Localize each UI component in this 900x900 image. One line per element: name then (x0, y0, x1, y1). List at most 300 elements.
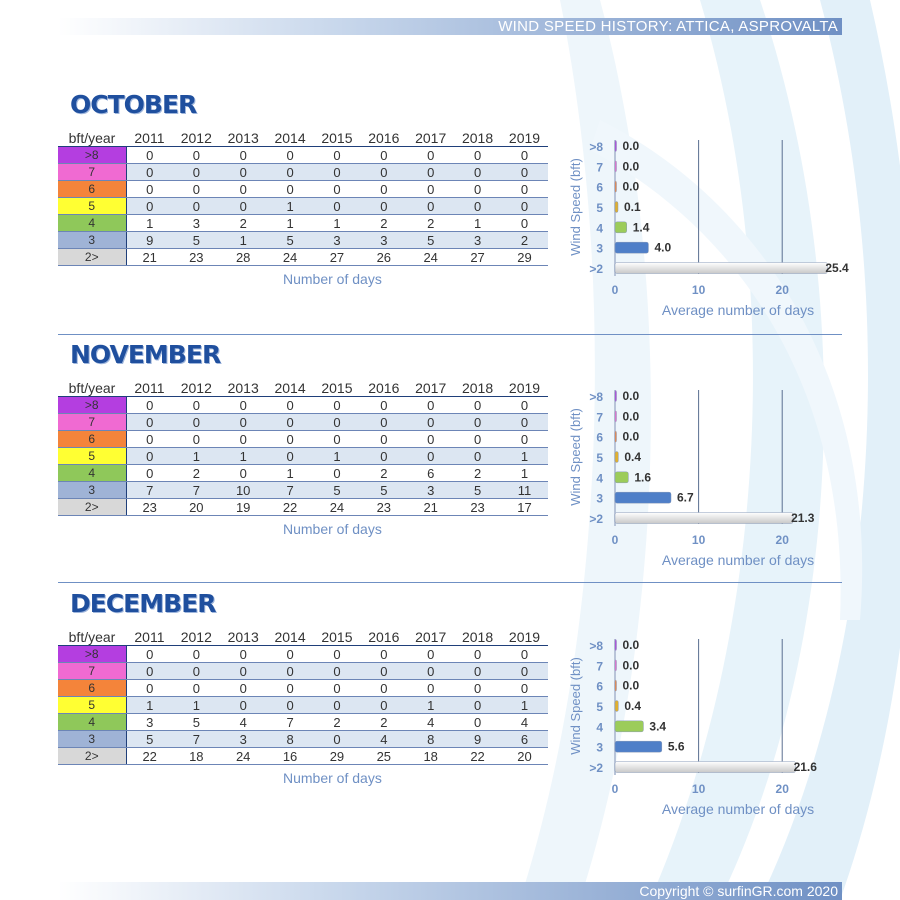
bft-level-label: >8 (58, 397, 126, 414)
table-cell: 0 (360, 147, 407, 164)
table-cell: 4 (407, 714, 454, 731)
table-cell: 0 (454, 646, 501, 663)
bar (615, 472, 628, 483)
table-cell: 1 (173, 448, 220, 465)
table-cell: 0 (454, 663, 501, 680)
table-cell: 3 (454, 232, 501, 249)
table-cell: 0 (454, 414, 501, 431)
bar (615, 513, 793, 524)
table-cell: 0 (220, 397, 267, 414)
table-cell: 0 (314, 646, 361, 663)
month-title: OCTOBER (70, 90, 197, 119)
table-cell: 0 (126, 414, 173, 431)
table-cell: 0 (360, 448, 407, 465)
bft-level-label: 5 (58, 198, 126, 215)
bft-level-label: 3 (58, 731, 126, 748)
table-cell: 0 (407, 646, 454, 663)
table-cell: 0 (454, 680, 501, 697)
bft-level-label: 2> (58, 249, 126, 266)
table-cell: 0 (360, 164, 407, 181)
year-header: 2019 (501, 629, 548, 646)
table-cell: 0 (126, 181, 173, 198)
table-cell: 3 (407, 482, 454, 499)
days-table (58, 130, 548, 266)
section-october (0, 90, 900, 320)
table-cell: 0 (126, 431, 173, 448)
table-cell: 0 (173, 181, 220, 198)
table-cell: 0 (220, 147, 267, 164)
table-cell: 0 (360, 680, 407, 697)
y-tick-label: >8 (589, 140, 603, 154)
table-cell: 1 (126, 215, 173, 232)
table-header-row (58, 629, 548, 646)
table-cell: 1 (267, 198, 314, 215)
table-cell: 8 (267, 731, 314, 748)
month-title: NOVEMBER (70, 340, 221, 369)
bar (615, 222, 627, 233)
table-cell: 7 (267, 482, 314, 499)
table-row (58, 249, 548, 266)
table-cell: 0 (407, 663, 454, 680)
avg-days-bar-chart (562, 637, 852, 837)
bar (615, 762, 796, 773)
y-tick-label: 4 (596, 471, 603, 486)
data-label: 0.0 (622, 389, 640, 403)
table-row (58, 680, 548, 697)
y-axis-title: Wind Speed (bft) (568, 657, 583, 755)
table-cell: 21 (407, 499, 454, 516)
table-row (58, 482, 548, 499)
year-header: 2014 (267, 380, 314, 397)
table-cell: 0 (314, 465, 361, 482)
bft-level-label: 6 (58, 431, 126, 448)
data-label: 1.4 (632, 220, 650, 235)
table-cell: 9 (454, 731, 501, 748)
bft-level-label: 5 (58, 448, 126, 465)
bft-level-label: 7 (58, 414, 126, 431)
year-header: 2016 (360, 380, 407, 397)
table-cell: 0 (220, 414, 267, 431)
x-tick-label: 20 (775, 283, 789, 297)
y-tick-label: 7 (596, 410, 603, 425)
table-cell: 0 (267, 181, 314, 198)
table-cell: 1 (220, 448, 267, 465)
table-cell: 0 (267, 680, 314, 697)
section-november (0, 340, 900, 570)
table-cell: 4 (501, 714, 548, 731)
bar (615, 263, 827, 274)
table-row (58, 215, 548, 232)
table-row (58, 714, 548, 731)
data-label: 0.0 (622, 658, 640, 673)
table-cell: 25 (360, 748, 407, 765)
table-cell: 8 (407, 731, 454, 748)
table-cell: 18 (407, 748, 454, 765)
table-cell: 3 (173, 215, 220, 232)
year-header: 2011 (126, 629, 173, 646)
table-cell: 0 (173, 397, 220, 414)
bft-level-label: 7 (58, 663, 126, 680)
y-tick-label: 4 (596, 720, 603, 735)
table-cell: 0 (173, 164, 220, 181)
y-axis-title: Wind Speed (bft) (568, 408, 583, 506)
year-header: 2012 (173, 629, 220, 646)
table-cell: 0 (267, 397, 314, 414)
table-cell: 1 (267, 215, 314, 232)
table-cell: 27 (454, 249, 501, 266)
bar (615, 721, 643, 732)
x-tick-label: 0 (611, 782, 619, 796)
table-cell: 0 (267, 697, 314, 714)
y-tick-label: >8 (589, 390, 603, 404)
table-cell: 0 (454, 198, 501, 215)
table-cell: 7 (173, 482, 220, 499)
y-tick-label: 3 (596, 491, 603, 506)
table-cell: 2 (360, 465, 407, 482)
year-header: 2017 (407, 130, 454, 147)
bft-level-label: 5 (58, 697, 126, 714)
table-cell: 5 (173, 714, 220, 731)
table-cell: 3 (314, 232, 361, 249)
y-tick-label: 6 (596, 180, 603, 195)
table-row (58, 465, 548, 482)
table-cell: 23 (454, 499, 501, 516)
table-cell: 0 (220, 431, 267, 448)
table-cell: 2 (220, 215, 267, 232)
table-cell: 0 (454, 697, 501, 714)
year-header: 2013 (220, 130, 267, 147)
table-row (58, 431, 548, 448)
year-header: 2011 (126, 130, 173, 147)
year-header: 2019 (501, 380, 548, 397)
table-cell: 5 (454, 482, 501, 499)
year-header: 2015 (314, 380, 361, 397)
bft-level-label: 6 (58, 680, 126, 697)
copyright-text: Copyright © surfinGR.com 2020 (639, 883, 838, 899)
table-cell: 1 (407, 697, 454, 714)
bft-level-label: 2> (58, 748, 126, 765)
table-cell: 0 (126, 198, 173, 215)
table-cell: 24 (220, 748, 267, 765)
corner-label: bft/year (58, 380, 126, 397)
data-label: 0.1 (624, 200, 641, 214)
table-cell: 1 (173, 697, 220, 714)
table-cell: 3 (220, 731, 267, 748)
table-cell: 1 (501, 465, 548, 482)
data-label: 4.0 (654, 240, 672, 255)
table-cell: 0 (267, 646, 314, 663)
table-cell: 27 (314, 249, 361, 266)
year-header: 2014 (267, 130, 314, 147)
days-caption: Number of days (283, 770, 382, 786)
y-axis-title: Wind Speed (bft) (568, 158, 583, 256)
days-caption: Number of days (283, 521, 382, 537)
year-header: 2012 (173, 380, 220, 397)
y-tick-label: 4 (596, 221, 603, 236)
table-cell: 0 (501, 663, 548, 680)
table-cell: 0 (220, 465, 267, 482)
avg-days-bar-chart (562, 138, 852, 338)
bft-level-label: 6 (58, 181, 126, 198)
table-cell: 1 (454, 215, 501, 232)
bar (615, 391, 617, 402)
table-header-row (58, 130, 548, 147)
data-label: 0.0 (622, 409, 640, 424)
y-tick-label: 6 (596, 679, 603, 694)
x-tick-label: 20 (775, 782, 789, 796)
y-tick-label: >2 (589, 512, 603, 526)
table-cell: 21 (126, 249, 173, 266)
table-cell: 1 (314, 215, 361, 232)
avg-days-bar-chart (562, 388, 852, 588)
table-cell: 0 (454, 397, 501, 414)
table-cell: 0 (220, 663, 267, 680)
table-cell: 0 (360, 431, 407, 448)
x-tick-label: 0 (611, 283, 619, 297)
data-label: 0.0 (622, 159, 640, 174)
year-header: 2012 (173, 130, 220, 147)
table-cell: 0 (454, 431, 501, 448)
table-cell: 22 (267, 499, 314, 516)
year-header: 2011 (126, 380, 173, 397)
table-row (58, 731, 548, 748)
bft-level-label: 4 (58, 714, 126, 731)
data-label: 0.4 (624, 699, 642, 713)
bar (615, 741, 662, 752)
y-tick-label: 3 (596, 241, 603, 256)
table-cell: 20 (173, 499, 220, 516)
table-cell: 0 (407, 397, 454, 414)
x-axis-title: Average number of days (661, 302, 815, 318)
table-header-row (58, 380, 548, 397)
year-header: 2014 (267, 629, 314, 646)
table-cell: 19 (220, 499, 267, 516)
table-cell: 0 (501, 181, 548, 198)
table-cell: 0 (267, 414, 314, 431)
year-header: 2017 (407, 629, 454, 646)
table-cell: 3 (360, 232, 407, 249)
data-label: 21.3 (791, 511, 815, 525)
table-cell: 18 (173, 748, 220, 765)
data-label: 6.7 (677, 490, 694, 505)
year-header: 2017 (407, 380, 454, 397)
table-cell: 0 (220, 697, 267, 714)
data-label: 0.4 (624, 450, 642, 464)
table-cell: 24 (267, 249, 314, 266)
table-cell: 2 (360, 714, 407, 731)
table-cell: 22 (454, 748, 501, 765)
table-cell: 0 (360, 397, 407, 414)
bar (615, 202, 618, 213)
table-cell: 10 (220, 482, 267, 499)
table-row (58, 748, 548, 765)
data-label: 0.0 (622, 678, 640, 693)
y-tick-label: 7 (596, 659, 603, 674)
table-cell: 23 (173, 249, 220, 266)
table-cell: 0 (501, 198, 548, 215)
table-cell: 2 (360, 215, 407, 232)
table-cell: 3 (126, 714, 173, 731)
table-cell: 0 (220, 680, 267, 697)
table-cell: 7 (126, 482, 173, 499)
table-row (58, 181, 548, 198)
table-cell: 6 (407, 465, 454, 482)
table-cell: 7 (267, 714, 314, 731)
data-label: 0.0 (622, 139, 640, 153)
x-tick-label: 20 (775, 533, 789, 547)
table-cell: 23 (360, 499, 407, 516)
bft-level-label: 3 (58, 482, 126, 499)
table-cell: 20 (501, 748, 548, 765)
x-tick-label: 10 (691, 533, 706, 547)
year-header: 2019 (501, 130, 548, 147)
y-tick-label: >2 (589, 761, 603, 775)
days-table (58, 629, 548, 765)
table-cell: 0 (314, 731, 361, 748)
year-header: 2013 (220, 380, 267, 397)
y-tick-label: 5 (596, 201, 603, 215)
table-cell: 0 (314, 680, 361, 697)
table-cell: 2 (314, 714, 361, 731)
table-cell: 0 (501, 164, 548, 181)
table-cell: 0 (126, 465, 173, 482)
bft-level-label: 2> (58, 499, 126, 516)
section-divider (58, 334, 842, 335)
table-cell: 0 (173, 431, 220, 448)
bft-level-label: 7 (58, 164, 126, 181)
table-cell: 26 (360, 249, 407, 266)
table-cell: 11 (501, 482, 548, 499)
table-cell: 29 (501, 249, 548, 266)
table-cell: 0 (407, 181, 454, 198)
y-tick-label: 5 (596, 451, 603, 465)
bar (615, 660, 617, 671)
table-cell: 5 (173, 232, 220, 249)
table-cell: 2 (454, 465, 501, 482)
table-row (58, 198, 548, 215)
bar (615, 640, 617, 651)
table-cell: 1 (314, 448, 361, 465)
year-header: 2015 (314, 629, 361, 646)
table-cell: 0 (126, 646, 173, 663)
table-cell: 0 (267, 164, 314, 181)
table-cell: 0 (501, 414, 548, 431)
data-label: 1.6 (634, 470, 652, 485)
bft-level-label: >8 (58, 147, 126, 164)
table-cell: 0 (267, 147, 314, 164)
table-cell: 23 (126, 499, 173, 516)
table-cell: 0 (267, 663, 314, 680)
year-header: 2018 (454, 380, 501, 397)
bar (615, 411, 617, 422)
table-cell: 7 (173, 731, 220, 748)
table-row (58, 663, 548, 680)
table-cell: 24 (407, 249, 454, 266)
table-cell: 0 (501, 431, 548, 448)
table-cell: 4 (360, 731, 407, 748)
section-divider (58, 582, 842, 583)
y-tick-label: 3 (596, 740, 603, 755)
data-label: 0.0 (622, 179, 640, 194)
table-cell: 1 (501, 448, 548, 465)
table-cell: 0 (454, 714, 501, 731)
table-cell: 0 (126, 147, 173, 164)
table-cell: 0 (267, 448, 314, 465)
table-cell: 0 (454, 164, 501, 181)
table-cell: 24 (314, 499, 361, 516)
table-cell: 0 (173, 198, 220, 215)
table-cell: 0 (407, 431, 454, 448)
table-cell: 1 (501, 697, 548, 714)
table-cell: 0 (360, 646, 407, 663)
table-cell: 0 (126, 448, 173, 465)
table-cell: 0 (220, 646, 267, 663)
table-cell: 0 (407, 414, 454, 431)
table-cell: 0 (360, 198, 407, 215)
table-cell: 0 (501, 215, 548, 232)
table-cell: 0 (407, 680, 454, 697)
x-tick-label: 10 (691, 283, 706, 297)
bar (615, 680, 617, 691)
table-cell: 0 (314, 397, 361, 414)
x-axis-title: Average number of days (661, 552, 815, 568)
table-cell: 1 (267, 465, 314, 482)
table-cell: 0 (220, 164, 267, 181)
table-cell: 0 (407, 448, 454, 465)
x-tick-label: 0 (611, 533, 619, 547)
table-cell: 2 (407, 215, 454, 232)
table-cell: 0 (173, 414, 220, 431)
table-cell: 0 (501, 147, 548, 164)
table-cell: 0 (314, 414, 361, 431)
table-cell: 28 (220, 249, 267, 266)
days-caption: Number of days (283, 271, 382, 287)
corner-label: bft/year (58, 629, 126, 646)
table-cell: 0 (360, 181, 407, 198)
y-tick-label: >2 (589, 262, 603, 276)
table-cell: 0 (501, 680, 548, 697)
table-cell: 0 (314, 663, 361, 680)
table-cell: 0 (173, 680, 220, 697)
y-tick-label: 5 (596, 700, 603, 714)
bar (615, 452, 618, 463)
bft-level-label: 3 (58, 232, 126, 249)
table-cell: 2 (173, 465, 220, 482)
month-title: DECEMBER (70, 589, 216, 618)
table-cell: 0 (267, 431, 314, 448)
year-header: 2013 (220, 629, 267, 646)
year-header: 2015 (314, 130, 361, 147)
table-cell: 9 (126, 232, 173, 249)
table-cell: 5 (360, 482, 407, 499)
table-cell: 5 (267, 232, 314, 249)
bar (615, 161, 617, 172)
x-tick-label: 10 (691, 782, 706, 796)
table-cell: 0 (126, 164, 173, 181)
bar (615, 701, 618, 712)
table-row (58, 414, 548, 431)
year-header: 2016 (360, 130, 407, 147)
table-cell: 0 (220, 198, 267, 215)
table-cell: 0 (454, 181, 501, 198)
table-row (58, 697, 548, 714)
data-label: 3.4 (649, 719, 667, 734)
table-cell: 0 (314, 198, 361, 215)
data-label: 0.0 (622, 638, 640, 652)
table-row (58, 499, 548, 516)
table-row (58, 397, 548, 414)
table-cell: 0 (501, 397, 548, 414)
